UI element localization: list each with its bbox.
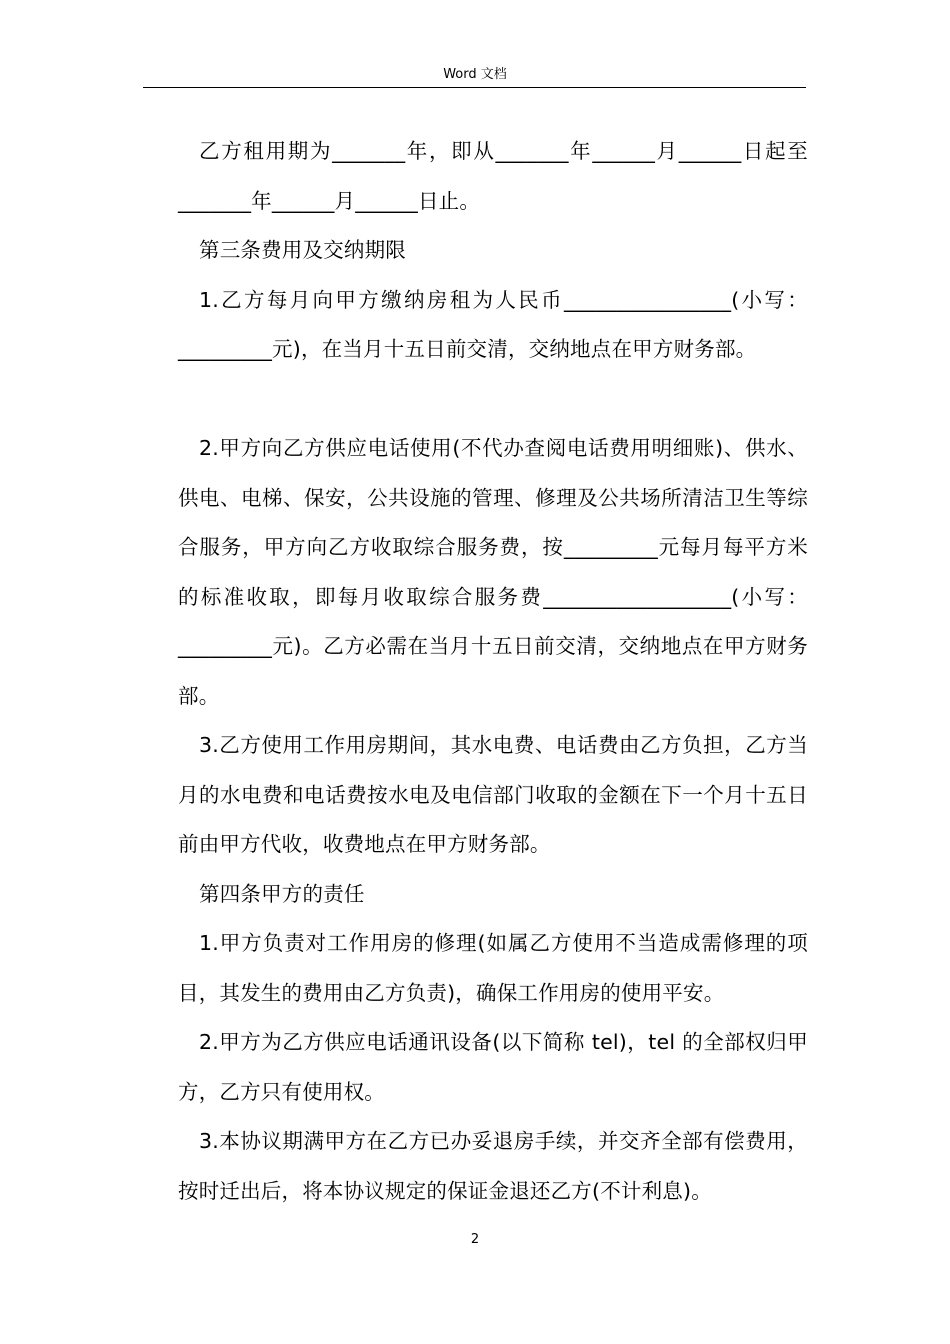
section-heading-article-3: 第三条费用及交纳期限 bbox=[199, 238, 406, 262]
header-divider bbox=[143, 87, 806, 88]
paragraph-deposit-refund: 3.本协议期满甲方在乙方已办妥退房手续，并交齐全部有偿费用，按时迁出后，将本协议规定的保证金退还乙方(不计利息)。 bbox=[178, 1129, 808, 1203]
paragraph-repair-responsibility: 1.甲方负责对工作用房的修理(如属乙方使用不当造成需修理的项目，其发生的费用由乙方负责)，确保工作用房的使用平安。 bbox=[178, 931, 808, 1005]
page-header: Word 文档 bbox=[443, 67, 507, 82]
document-body bbox=[178, 127, 808, 1216]
page-number: 2 bbox=[470, 1232, 480, 1247]
blank-line bbox=[178, 375, 808, 425]
section-heading-article-4: 第四条甲方的责任 bbox=[199, 881, 365, 906]
paragraph-lease-term: 乙方租用期为_______年，即从_______年______月______日起至_______年______月______日止。 bbox=[178, 139, 808, 213]
paragraph-rent-payment: 1.乙方每月向甲方缴纳房租为人民币________________(小写：_________元)，在当月十五日前交清，交纳地点在甲方财务部。 bbox=[178, 287, 808, 361]
paragraph-telephone-equipment: 2.甲方为乙方供应电话通讯设备(以下简称 tel)，tel 的全部权归甲方，乙方只有使用权。 bbox=[178, 1030, 808, 1104]
paragraph-utility-fee: 3.乙方使用工作用房期间，其水电费、电话费由乙方负担，乙方当月的水电费和电话费按水电及电信部门收取的金额在下一个月十五日前由甲方代收，收费地点在甲方财务部。 bbox=[178, 733, 808, 856]
paragraph-service-fee: 2.甲方向乙方供应电话使用(不代办查阅电话费用明细账)、供水、供电、电梯、保安，公共设施的管理、修理及公共场所清洁卫生等综合服务，甲方向乙方收取综合服务费，按_________元每月每平方米的标准收取，即每月收取综合服务费__________________(小写：_________元)。乙方必需在当月十五日前交清，交纳地点在甲方财务部。 bbox=[178, 436, 808, 708]
